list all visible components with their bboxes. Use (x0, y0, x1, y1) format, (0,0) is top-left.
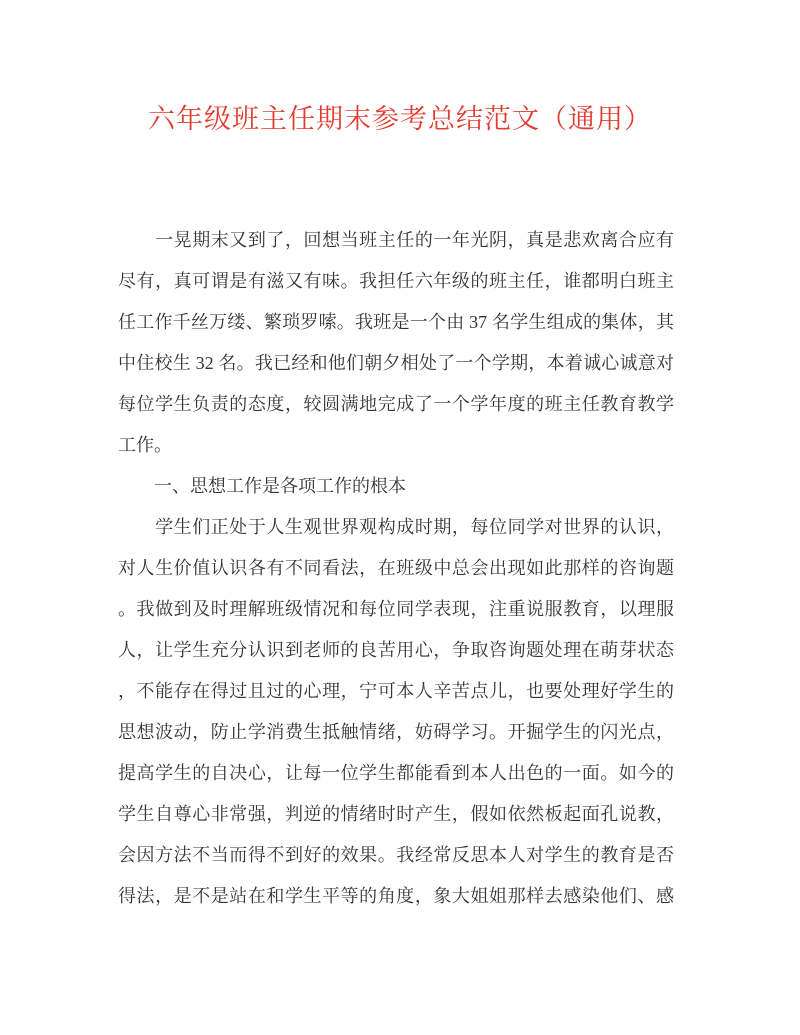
text-line: 提高学生的自决心，让每一位学生都能看到本人出色的一面。如今的 (118, 763, 674, 783)
text-line: 学生们正处于人生观世界观构成时期，每位同学对世界的认识， (118, 517, 674, 537)
text-line: 。我做到及时理解班级情况和每位同学表现，注重说服教育，以理服 (118, 599, 674, 619)
document-body (118, 220, 674, 917)
text-line: 思想波动，防止学消费生抵触情绪，妨碍学习。开掘学生的闪光点， (118, 722, 674, 742)
text-line: 会因方法不当而得不到好的效果。我经常反思本人对学生的教育是否 (118, 845, 674, 865)
text-line: 每位学生负责的态度，较圆满地完成了一个学年度的班主任教育教学 (118, 394, 674, 414)
text-line: 得法，是不是站在和学生平等的角度，象大姐姐那样去感染他们、感 (118, 886, 674, 906)
text-line: 尽有，真可谓是有滋又有味。我担任六年级的班主任，谁都明白班主 (118, 271, 674, 291)
section-heading: 一、思想工作是各项工作的根本 (118, 476, 406, 496)
text-line: ，不能存在得过且过的心理，宁可本人辛苦点儿，也要处理好学生的 (118, 681, 674, 701)
document-title: 六年级班主任期末参考总结范文（通用） (148, 104, 652, 134)
text-line: 学生自尊心非常强，判逆的情绪时时产生，假如依然板起面孔说教， (118, 804, 674, 824)
text-line: 中住校生 32 名。我已经和他们朝夕相处了一个学期，本着诚心诚意对 (118, 353, 674, 373)
text-line: 人，让学生充分认识到老师的良苦用心，争取咨询题处理在萌芽状态 (118, 640, 674, 660)
text-line: 对人生价值认识各有不同看法，在班级中总会出现如此那样的咨询题 (118, 558, 674, 578)
text-line: 任工作千丝万缕、繁琐罗嗦。我班是一个由 37 名学生组成的集体，其 (118, 312, 674, 332)
text-line: 一晃期末又到了，回想当班主任的一年光阴，真是悲欢离合应有 (118, 230, 674, 250)
text-line: 工作。 (118, 435, 172, 455)
